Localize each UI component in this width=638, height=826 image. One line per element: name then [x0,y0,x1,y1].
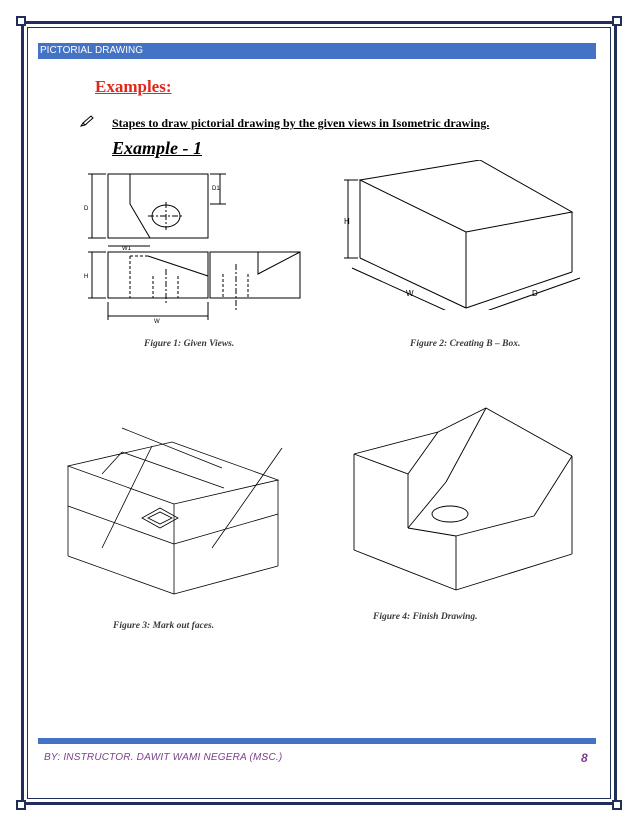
corner-ornament [16,800,26,810]
figure-4-finish-drawing [352,404,582,594]
figure-3-caption: Figure 3: Mark out faces. [113,621,215,631]
figure-2-bounding-box [340,160,590,310]
instruction-text: Stapes to draw pictorial drawing by the given views in Isometric drawing. [112,116,490,130]
header-title: PICTORIAL DRAWING [40,45,143,56]
figure-1-dim-label: W [154,319,160,325]
footer-author: BY: INSTRUCTOR. DAWIT WAMI NEGERA (MSC.) [44,752,283,763]
figure-1-dim-label: D [84,206,89,212]
section-heading: Examples: [95,77,172,96]
corner-ornament [16,16,26,26]
corner-ornament [612,800,622,810]
figure-2-caption: Figure 2: Creating B – Box. [410,339,521,349]
example-title: Example - 1 [112,138,202,158]
figure-1-dim-label: H [84,274,89,280]
figure-2-dim-label: W [406,289,414,298]
footer-bar [38,738,596,744]
pencil-icon [80,115,94,127]
figure-4-caption: Figure 4: Finish Drawing. [373,612,478,622]
page-number: 8 [581,751,588,765]
figure-1-given-views [78,164,318,326]
figure-1-dim-label: W1 [122,246,131,252]
figure-2-dim-label: D [532,289,538,298]
figure-1-dim-label: D1 [212,186,220,192]
figure-2-dim-label: H [344,217,350,226]
corner-ornament [612,16,622,26]
figure-3-mark-out-faces [62,418,292,596]
figure-1-caption: Figure 1: Given Views. [144,339,235,349]
